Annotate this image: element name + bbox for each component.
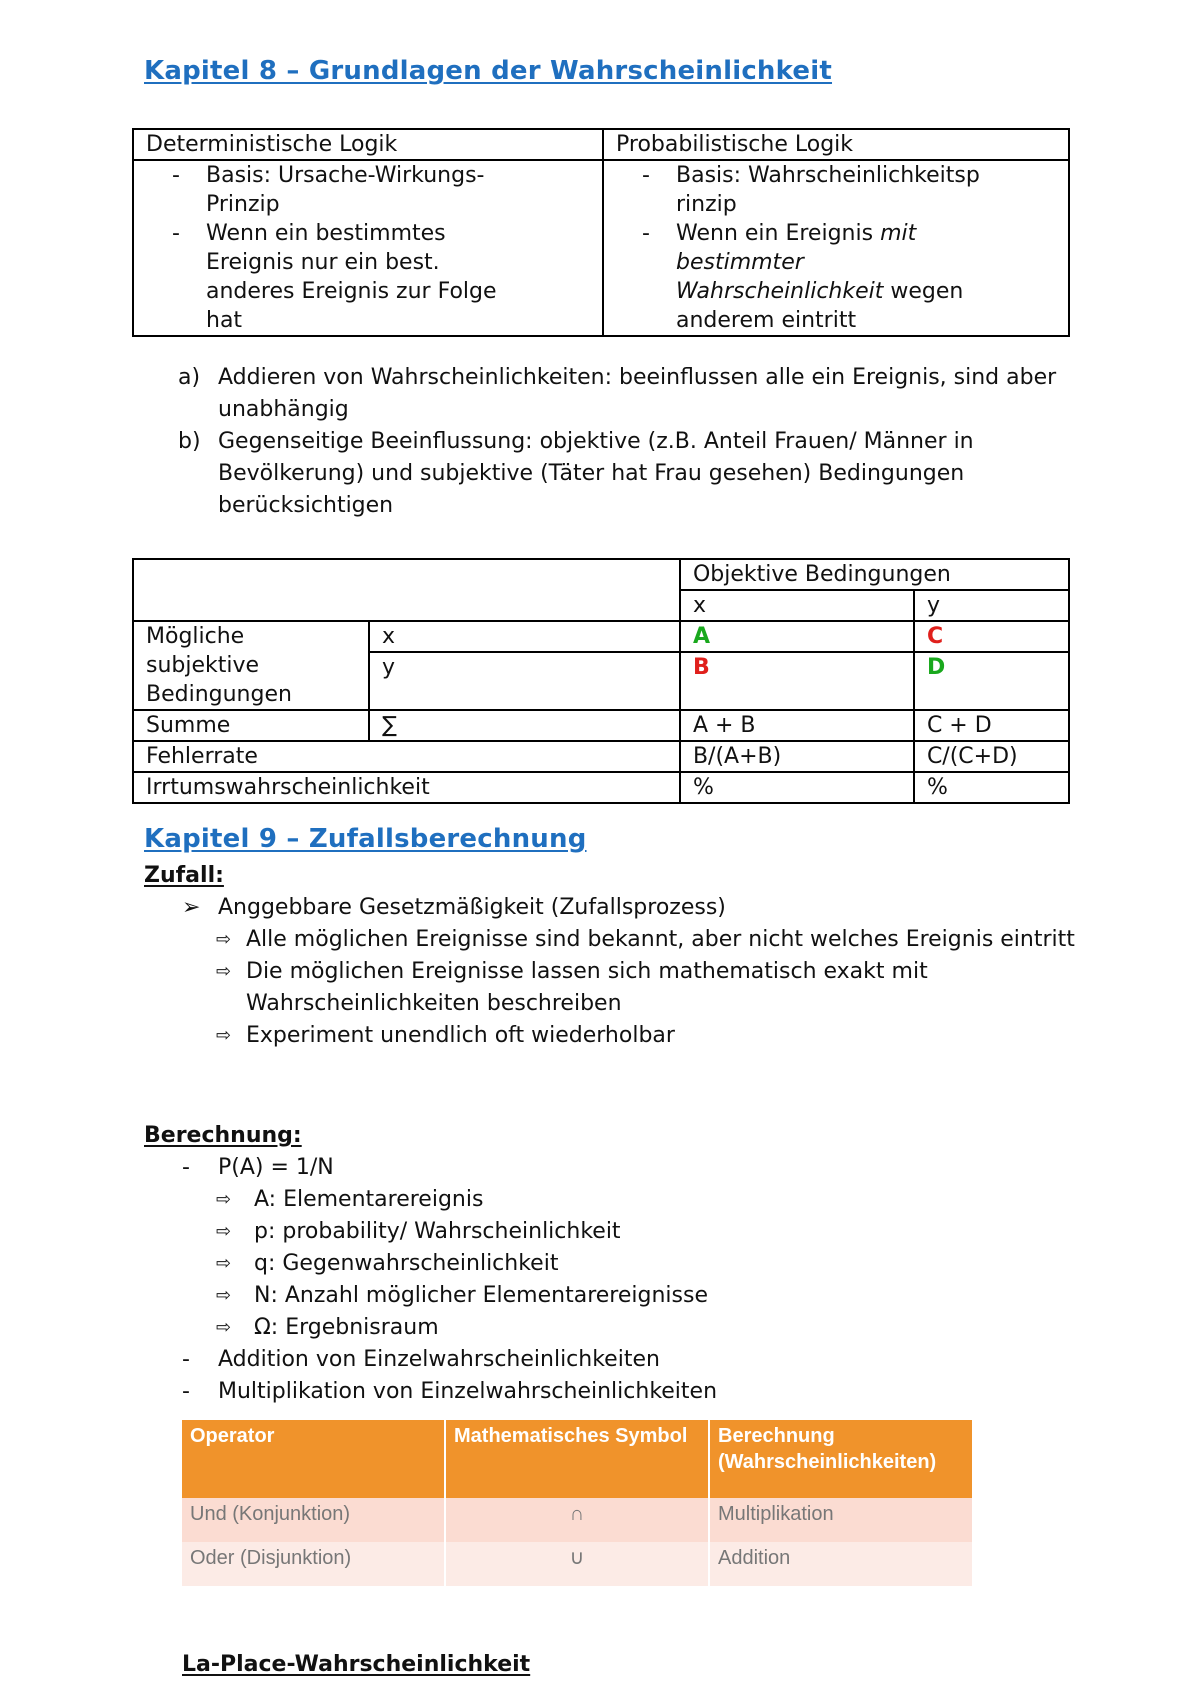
list-text: Addition von Einzelwahrscheinlichkeiten (218, 1347, 660, 1372)
header-operator: Operator (182, 1420, 444, 1498)
list-item (144, 956, 1084, 1020)
laplace-heading: La-Place-Wahrscheinlichkeit (182, 1652, 531, 1677)
outline-arrow-icon: ⇨ (216, 961, 232, 982)
list-item: - Basis: Ursache-Wirkungs-Prinzip (134, 161, 524, 219)
list-text: Anggebbare Gesetzmäßigkeit (Zufallsprozess) (218, 895, 726, 920)
cell-b: B (680, 652, 914, 710)
list-item (178, 362, 1078, 426)
empty-corner-cell (133, 559, 680, 621)
list-text: Ω: Ergebnisraum (254, 1315, 439, 1340)
list-text: Multiplikation von Einzelwahrscheinlichkeiten (218, 1379, 718, 1404)
operator-cell: Und (Konjunktion) (182, 1498, 444, 1542)
logic-header-probabilistic: Probabilistische Logik (603, 129, 1069, 160)
logic-cell-deterministic (133, 160, 603, 336)
list-text: p: probability/ Wahrscheinlichkeit (254, 1219, 621, 1244)
error-rate-y: C/(C+D) (914, 741, 1069, 772)
list-item: - Addition von Einzelwahrscheinlichkeiten (182, 1347, 660, 1372)
list-item (144, 1020, 1084, 1052)
operator-table (180, 1420, 974, 1586)
logic-table (132, 128, 1070, 337)
error-probability-y: % (914, 772, 1069, 803)
outline-arrow-icon: ⇨ (216, 1317, 232, 1338)
list-text: Experiment unendlich oft wiederholbar (246, 1023, 675, 1048)
calculation-cell: Multiplikation (710, 1498, 972, 1542)
conditions-table (132, 558, 1070, 804)
list-item: - Multiplikation von Einzelwahrscheinlichkeiten (182, 1379, 718, 1404)
list-item (144, 1248, 1084, 1280)
zufall-heading: Zufall: (144, 863, 224, 888)
logic-header-deterministic: Deterministische Logik (133, 129, 603, 160)
cell-c: C (914, 621, 1069, 652)
error-probability-label: Irrtumswahrscheinlichkeit (133, 772, 680, 803)
calculation-cell: Addition (710, 1542, 972, 1586)
list-text: Gegenseitige Beeinflussung: objektive (z.B. Anteil Frauen/ Männer in Bevölkerung) und subjektive (Täter hat Frau gesehen) Bedingungen berücksichtigen (218, 429, 974, 518)
logic-cell-probabilistic (603, 160, 1069, 336)
list-item (144, 1216, 1084, 1248)
outline-arrow-icon: ⇨ (216, 1221, 232, 1242)
table-row (182, 1542, 972, 1586)
formula: P(A) = 1/N (218, 1155, 334, 1180)
table-header-row (182, 1420, 972, 1498)
list-text: Alle möglichen Ereignisse sind bekannt, aber nicht welches Ereignis eintritt (246, 927, 1075, 952)
cell-a: A (680, 621, 914, 652)
chapter9-title: Kapitel 9 – Zufallsberechnung (144, 824, 587, 854)
header-calculation: Berechnung (Wahrscheinlichkeiten) (710, 1420, 972, 1498)
arrowhead-bullet-icon: ➢ (182, 895, 201, 920)
list-item: - Basis: Wahrscheinlichkeitsprinzip (604, 161, 984, 219)
list-text: A: Elementarereignis (254, 1187, 484, 1212)
outline-arrow-icon: ⇨ (216, 1189, 232, 1210)
error-probability-x: % (680, 772, 914, 803)
error-rate-x: B/(A+B) (680, 741, 914, 772)
symbol-cell: ∪ (446, 1542, 708, 1586)
outline-arrow-icon: ⇨ (216, 1285, 232, 1306)
list-text: N: Anzahl möglicher Elementarereignisse (254, 1283, 708, 1308)
list-item (144, 1184, 1084, 1216)
objective-x-header: x (680, 590, 914, 621)
list-item (144, 1280, 1084, 1312)
sum-symbol: ∑ (369, 710, 680, 741)
sum-label: Summe (133, 710, 369, 741)
list-text: Addieren von Wahrscheinlichkeiten: beeinflussen alle ein Ereignis, sind aber unabhängig (218, 365, 1057, 422)
list-item-text: Wenn ein Ereignis (676, 221, 881, 246)
berechnung-section (144, 1120, 1084, 1408)
list-label: a) (178, 365, 201, 390)
table-row (182, 1498, 972, 1542)
outline-arrow-icon: ⇨ (216, 1253, 232, 1274)
zufall-section (144, 860, 1084, 1052)
list-text: q: Gegenwahrscheinlichkeit (254, 1251, 559, 1276)
subjective-x-label: x (369, 621, 680, 652)
list-item (144, 1312, 1084, 1344)
list-item (144, 924, 1084, 956)
chapter8-title: Kapitel 8 – Grundlagen der Wahrscheinlichkeit (144, 56, 833, 86)
symbol-cell: ∩ (446, 1498, 708, 1542)
header-symbol: Mathematisches Symbol (446, 1420, 708, 1498)
list-item: - P(A) = 1/N (182, 1155, 334, 1180)
error-rate-label: Fehlerrate (133, 741, 680, 772)
subjective-conditions-label: Mögliche subjektive Bedingungen (133, 621, 369, 710)
cell-d: D (914, 652, 1069, 710)
list-text: Die möglichen Ereignisse lassen sich mathematisch exakt mit Wahrscheinlichkeiten beschreiben (246, 959, 928, 1016)
sum-y: C + D (914, 710, 1069, 741)
sum-x: A + B (680, 710, 914, 741)
list-item (144, 892, 1084, 924)
objective-y-header: y (914, 590, 1069, 621)
list-item (178, 426, 1078, 522)
outline-arrow-icon: ⇨ (216, 929, 232, 950)
operator-cell: Oder (Disjunktion) (182, 1542, 444, 1586)
outline-arrow-icon: ⇨ (216, 1025, 232, 1046)
list-item: - Wenn ein bestimmtes Ereignis nur ein best. anderes Ereignis zur Folge hat (134, 219, 524, 335)
list-item-text: wegen anderem eintritt (676, 279, 964, 333)
probability-notes-list (178, 362, 1078, 522)
berechnung-heading: Berechnung: (144, 1123, 302, 1148)
list-label: b) (178, 429, 201, 454)
list-item-emphasis: mit bestimmter Wahrscheinlichkeit (676, 221, 917, 304)
list-item (604, 219, 984, 335)
subjective-y-label: y (369, 652, 680, 710)
objective-conditions-header: Objektive Bedingungen (680, 559, 1069, 590)
